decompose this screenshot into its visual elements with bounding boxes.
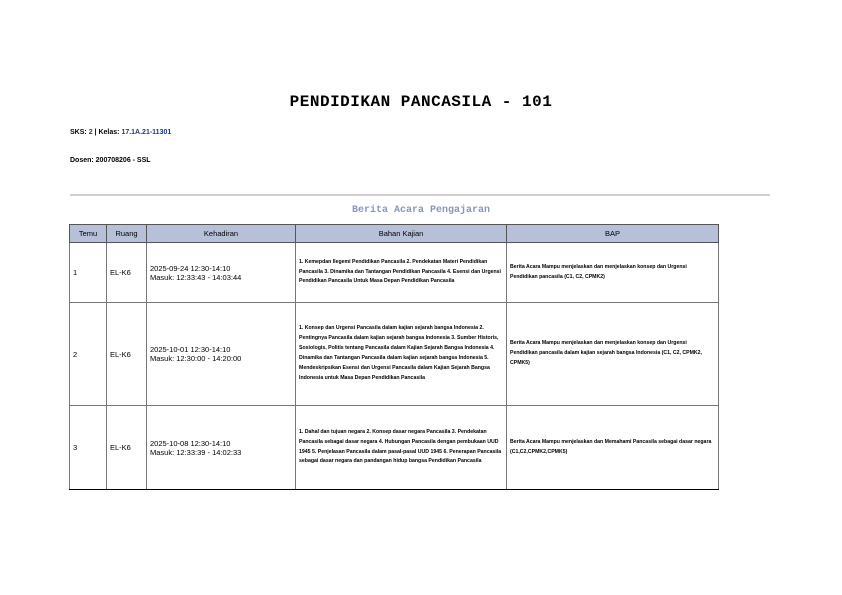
meta-separator: | (94, 129, 97, 136)
header-bap: BAP (507, 225, 719, 243)
course-title: PENDIDIKAN PANCASILA - 101 (289, 93, 553, 111)
cell-ruang: EL-K6 (107, 243, 147, 303)
sks-label: SKS: (70, 129, 87, 136)
cell-kehadiran (147, 303, 296, 406)
header-kehadiran: Kehadiran (147, 225, 296, 243)
kehadiran-jadwal: 2025-10-08 12:30-14:10 (150, 438, 231, 448)
table-header-row (70, 225, 719, 243)
kehadiran-masuk: Masuk: 12:30:00 - 14:20:00 (150, 354, 242, 363)
teaching-record-table (69, 224, 719, 490)
cell-kehadiran (147, 243, 296, 303)
cell-bahan-kajian: 1. Kemepdan Ilegemi Pendidikan Pancasila 2. Pendekatan Materi Pendidikan Pancasila 3. Dinamika dan Tantangan Pendidikan Pancasila 4. Esensi dan Urgensi Pendidikan Pancasila Untuk Masa Depan Pendidikan Pancasila (296, 243, 507, 303)
sks-value: 2 (88, 129, 93, 136)
kelas-label: Kelas: (98, 129, 120, 136)
section-divider (70, 194, 770, 196)
course-meta (70, 129, 171, 136)
table-row (70, 243, 719, 303)
cell-temu: 1 (70, 243, 107, 303)
section-title: Berita Acara Pengajaran (351, 205, 491, 216)
kelas-value: 17.1A.21-11301 (121, 129, 172, 136)
cell-bap: Berita Acara Mampu menjelaskan dan Memahami Pancasila sebagai dasar negara (C1,C2,CPMK2,CPMK5) (507, 406, 719, 490)
cell-temu: 3 (70, 406, 107, 490)
dosen-info: Dosen: 200708206 - SSL (70, 157, 151, 164)
cell-kehadiran (147, 406, 296, 490)
cell-bap: Berita Acara Mampu menjelaskan dan menjelaskan konsep dan Urgensi Pendidikan pancasila (C1, C2, CPMK2) (507, 243, 719, 303)
cell-bahan-kajian: 1. Konsep dan Urgensi Pancasila dalam kajian sejarah bangsa Indonesia 2. Pentingnya Pancasila dalam kajian sejarah bangsa Indonesia 3. Sumber Historis, Sosiologis, Politis tentang Pancasila dalam Kajian Sejarah Bangsa Indonesia 4. Dinamika dan Tantangan Pancasila dalam kajian sejarah bangsa Indonesia 5. Mendeskripsikan Esensi dan Urgensi Pancasila dalam Kajian Sejarah Bangsa Indonesia untuk Masa Depan Pendidikan Pancasila (296, 303, 507, 406)
kehadiran-masuk: Masuk: 12:33:39 - 14:02:33 (150, 447, 242, 457)
header-ruang: Ruang (107, 225, 147, 243)
header-bahan-kajian: Bahan Kajian (296, 225, 507, 243)
cell-ruang: EL-K6 (107, 406, 147, 490)
header-temu: Temu (70, 225, 107, 243)
cell-temu: 2 (70, 303, 107, 406)
table-row (70, 406, 719, 490)
cell-bap: Berita Acara Mampu menjelaskan dan menjelaskan konsep dan Urgensi Pendidikan pancasila dalam kajian sejarah bangsa Indonesia (C1, C2, CPMK2, CPMK5) (507, 303, 719, 406)
cell-bahan-kajian: 1. Dahal dan tujuan negara 2. Konsep dasar negara Pancasila 3. Pendekatan Pancasila sebagai dasar negara 4. Hubungan Pancasila dengan pembukaan UUD 1945 5. Penjelasan Pancasila dalam pasal-pasal UUD 1945 6. Penerapan Pancasila sebagai dasar negara dan pandangan hidup bangsa Pendidikan Pancasila (296, 406, 507, 490)
cell-ruang: EL-K6 (107, 303, 147, 406)
kehadiran-jadwal: 2025-09-24 12:30-14:10 (150, 263, 231, 273)
kehadiran-jadwal: 2025-10-01 12:30-14:10 (150, 345, 231, 354)
kehadiran-masuk: Masuk: 12:33:43 - 14:03:44 (150, 272, 242, 282)
table-row (70, 303, 719, 406)
